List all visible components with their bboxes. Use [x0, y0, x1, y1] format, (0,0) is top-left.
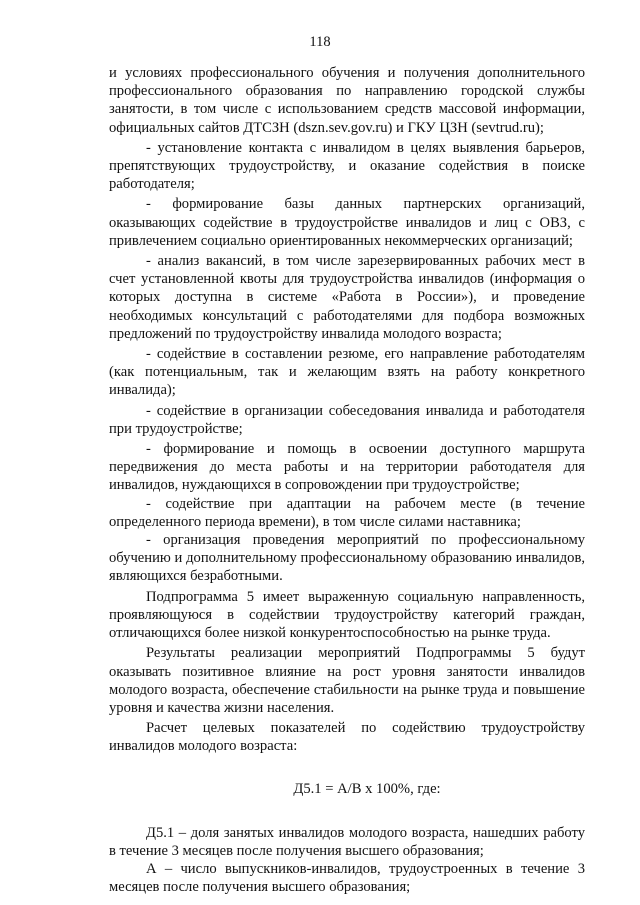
paragraph-expected-results: Результаты реализации мероприятий Подпрограммы 5 будут оказывать позитивное влияние на рост уровня занятости инвалидов молодого возраста, обеспечение стабильности на рынке труда и повышение уровня и качества жизни населения.: [109, 645, 585, 716]
paragraph-target-indicators: Расчет целевых показателей по содействию трудоустройству инвалидов молодого возраста:: [109, 720, 585, 755]
list-item-establish-contact: - установление контакта с инвалидом в целях выявления барьеров, препятствующих трудоустройству, и оказание содействия в поиске работодателя;: [109, 139, 585, 193]
page-number: 118: [309, 34, 331, 50]
list-item-workplace-adaptation: - содействие при адаптации на рабочем месте (в течение определенного периода времени), в том числе силами наставника;: [109, 495, 585, 530]
list-item-vacancy-analysis: - анализ вакансий, в том числе зарезервированных рабочих мест в счет установленной квоты для трудоустройства инвалидов (информация о которых доступна в системе «Работа в России»), и проведение необходимых консультаций с работодателями для подбора возможных предложений по трудоустройству инвалида молодого возраста;: [109, 253, 585, 342]
list-item-partner-database: - формирование базы данных партнерских организаций, оказывающих содействие в трудоустройстве инвалидов и лиц с ОВЗ, с привлечением социально ориентированных некоммерческих организаций;: [109, 196, 585, 249]
definition-d5-1: Д5.1 – доля занятых инвалидов молодого возраста, нашедших работу в течение 3 месяцев после получения высшего образования;: [109, 824, 585, 859]
paragraph-social-orientation: Подпрограмма 5 имеет выраженную социальную направленность, проявляющуюся в содействии трудоустройству категорий граждан, отличающихся более низкой конкурентоспособностью на рынке труда.: [109, 588, 585, 642]
document-body: [109, 64, 585, 897]
list-item-vocational-training: - организация проведения мероприятий по профессиональному обучению и дополнительному профессиональному образованию инвалидов, являющихся безработными.: [109, 532, 585, 585]
list-item-interview-assistance: - содействие в организации собеседования инвалида и работодателя при трудоустройстве;: [109, 402, 585, 437]
formula: Д5.1 = А/В х 100%, где:: [293, 780, 441, 797]
list-item-resume-assistance: - содействие в составлении резюме, его направление работодателям (как потенциальным, так и желающим взять на работу конкретного инвалида);: [109, 346, 585, 399]
list-item-route-training: - формирование и помощь в освоении доступного маршрута передвижения до места работы и на территории работодателя для инвалидов, нуждающихся в сопровождении при трудоустройстве;: [109, 441, 585, 494]
paragraph-intro-continuation: и условиях профессионального обучения и получения дополнительного профессионального образования по направлению городской службы занятости, в том числе с использованием средств массовой информации, официальных сайтов ДТСЗН (dszn.sev.gov.ru) и ГКУ ЦЗН (sevtrud.ru);: [109, 65, 585, 136]
definition-a: А – число выпускников-инвалидов, трудоустроенных в течение 3 месяцев после получения высшего образования;: [109, 861, 585, 896]
